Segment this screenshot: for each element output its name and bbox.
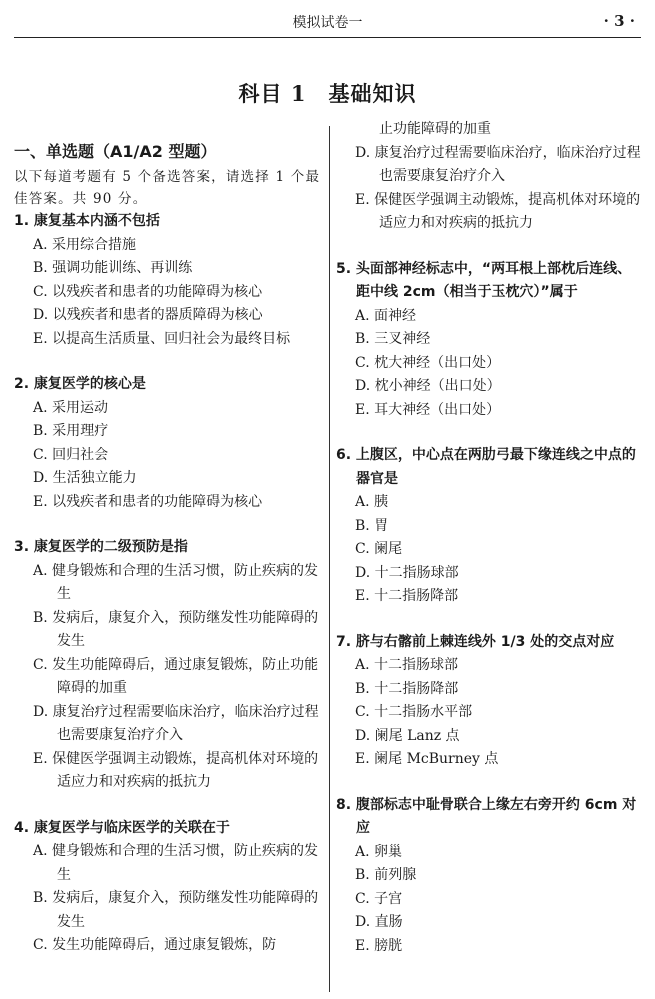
answer-option: B. 强调功能训练、再训练 <box>33 260 193 276</box>
question-stem: 7. 脐与右髂前上棘连线外 1/3 处的交点对应 <box>336 633 615 650</box>
answer-option: B. 采用理疗 <box>33 423 109 439</box>
answer-option: B. 发病后，康复介入，预防继发性功能障碍的发生 <box>33 890 319 930</box>
answer-option: B. 发病后，康复介入，预防继发性功能障碍的发生 <box>33 609 319 649</box>
subject-title: 科目 1 基础知识 <box>238 81 417 106</box>
column-divider <box>329 126 330 992</box>
answer-option: C. 回归社会 <box>33 446 109 463</box>
question-stem: 4. 康复医学与临床医学的关联在于 <box>14 819 230 836</box>
answer-option: C. 十二指肠水平部 <box>355 704 473 720</box>
answer-option: E. 膀胱 <box>355 937 403 954</box>
answer-option: B. 十二指肠降部 <box>355 680 459 697</box>
answer-option: A. 采用综合措施 <box>33 236 137 253</box>
section-title: 一、单选题（A1/A2 型题） <box>14 142 217 161</box>
answer-option: A. 采用运动 <box>33 399 109 416</box>
question-item <box>14 536 322 795</box>
answer-option: D. 十二指肠球部 <box>355 564 459 581</box>
question-item <box>336 631 642 772</box>
answer-option: D. 阑尾 Lanz 点 <box>355 727 460 744</box>
answer-option: B. 胃 <box>355 517 389 534</box>
continued-text: 止功能障碍的加重 <box>379 121 491 137</box>
page-header <box>0 0 655 40</box>
answer-option: E. 十二指肠降部 <box>355 588 459 604</box>
answer-option: C. 以残疾者和患者的功能障碍为核心 <box>33 283 263 300</box>
answer-option: C. 子宫 <box>355 890 403 907</box>
answer-option: C. 发生功能障碍后，通过康复锻炼，防止功能障碍的加重 <box>33 656 319 696</box>
question-item <box>336 444 642 609</box>
answer-option: A. 卵巢 <box>355 843 403 860</box>
answer-option: D. 直肠 <box>355 914 403 930</box>
answer-option: A. 健身锻炼和合理的生活习惯，防止疾病的发生 <box>33 843 319 883</box>
answer-option: C. 枕大神经（出口处） <box>355 354 501 371</box>
answer-option: B. 前列腺 <box>355 867 417 883</box>
right-column <box>336 118 642 980</box>
right-question-list <box>336 142 642 959</box>
answer-option: A. 十二指肠球部 <box>355 657 459 673</box>
answer-option: D. 康复治疗过程需要临床治疗，临床治疗过程也需要康复治疗介入 <box>355 144 641 184</box>
question-stem: 5. 头面部神经标志中，“两耳根上部枕后连线、距中线 2cm（相当于玉枕穴）”属于 <box>336 260 632 300</box>
answer-option: E. 保健医学强调主动锻炼，提高机体对环境的适应力和对疾病的抵抗力 <box>355 191 641 231</box>
question-item <box>14 210 322 351</box>
answer-option: A. 胰 <box>355 494 389 510</box>
answer-option: D. 以残疾者和患者的器质障碍为核心 <box>33 307 263 323</box>
page-number: · 3 · <box>603 12 635 30</box>
header-rule <box>14 37 641 38</box>
question-item <box>336 142 642 236</box>
question-item <box>336 794 642 959</box>
question-stem: 3. 康复医学的二级预防是指 <box>14 539 188 555</box>
question-stem: 8. 腹部标志中耻骨联合上缘左右旁开约 6cm 对应 <box>336 796 637 836</box>
answer-option: C. 阑尾 <box>355 541 403 557</box>
question-stem: 6. 上腹区，中心点在两肋弓最下缘连线之中点的器官是 <box>336 447 636 487</box>
answer-option: D. 康复治疗过程需要临床治疗，临床治疗过程也需要康复治疗介入 <box>33 703 319 743</box>
answer-option: D. 生活独立能力 <box>33 470 137 486</box>
answer-option: E. 耳大神经（出口处） <box>355 401 501 418</box>
section-intro: 以下每道考题有 5 个备选答案，请选择 1 个最佳答案。共 90 分。 <box>14 169 321 207</box>
answer-option: D. 枕小神经（出口处） <box>355 378 501 394</box>
header-title: 模拟试卷一 <box>292 15 363 31</box>
question-stem: 2. 康复医学的核心是 <box>14 376 146 392</box>
answer-option: E. 阑尾 McBurney 点 <box>355 751 499 767</box>
question-item <box>14 373 322 514</box>
answer-option: A. 面神经 <box>355 307 417 324</box>
question-stem: 1. 康复基本内涵不包括 <box>14 213 160 229</box>
answer-option: A. 健身锻炼和合理的生活习惯，防止疾病的发生 <box>33 562 319 602</box>
left-question-list <box>14 210 322 958</box>
answer-option: E. 以提高生活质量、回归社会为最终目标 <box>33 330 291 347</box>
answer-option: E. 以残疾者和患者的功能障碍为核心 <box>33 493 263 510</box>
question-item <box>14 817 322 958</box>
answer-option: E. 保健医学强调主动锻炼，提高机体对环境的适应力和对疾病的抵抗力 <box>33 750 319 790</box>
question-item <box>336 258 642 423</box>
answer-option: B. 三叉神经 <box>355 331 431 347</box>
left-column <box>14 118 322 980</box>
answer-option: C. 发生功能障碍后，通过康复锻炼，防 <box>33 937 277 953</box>
